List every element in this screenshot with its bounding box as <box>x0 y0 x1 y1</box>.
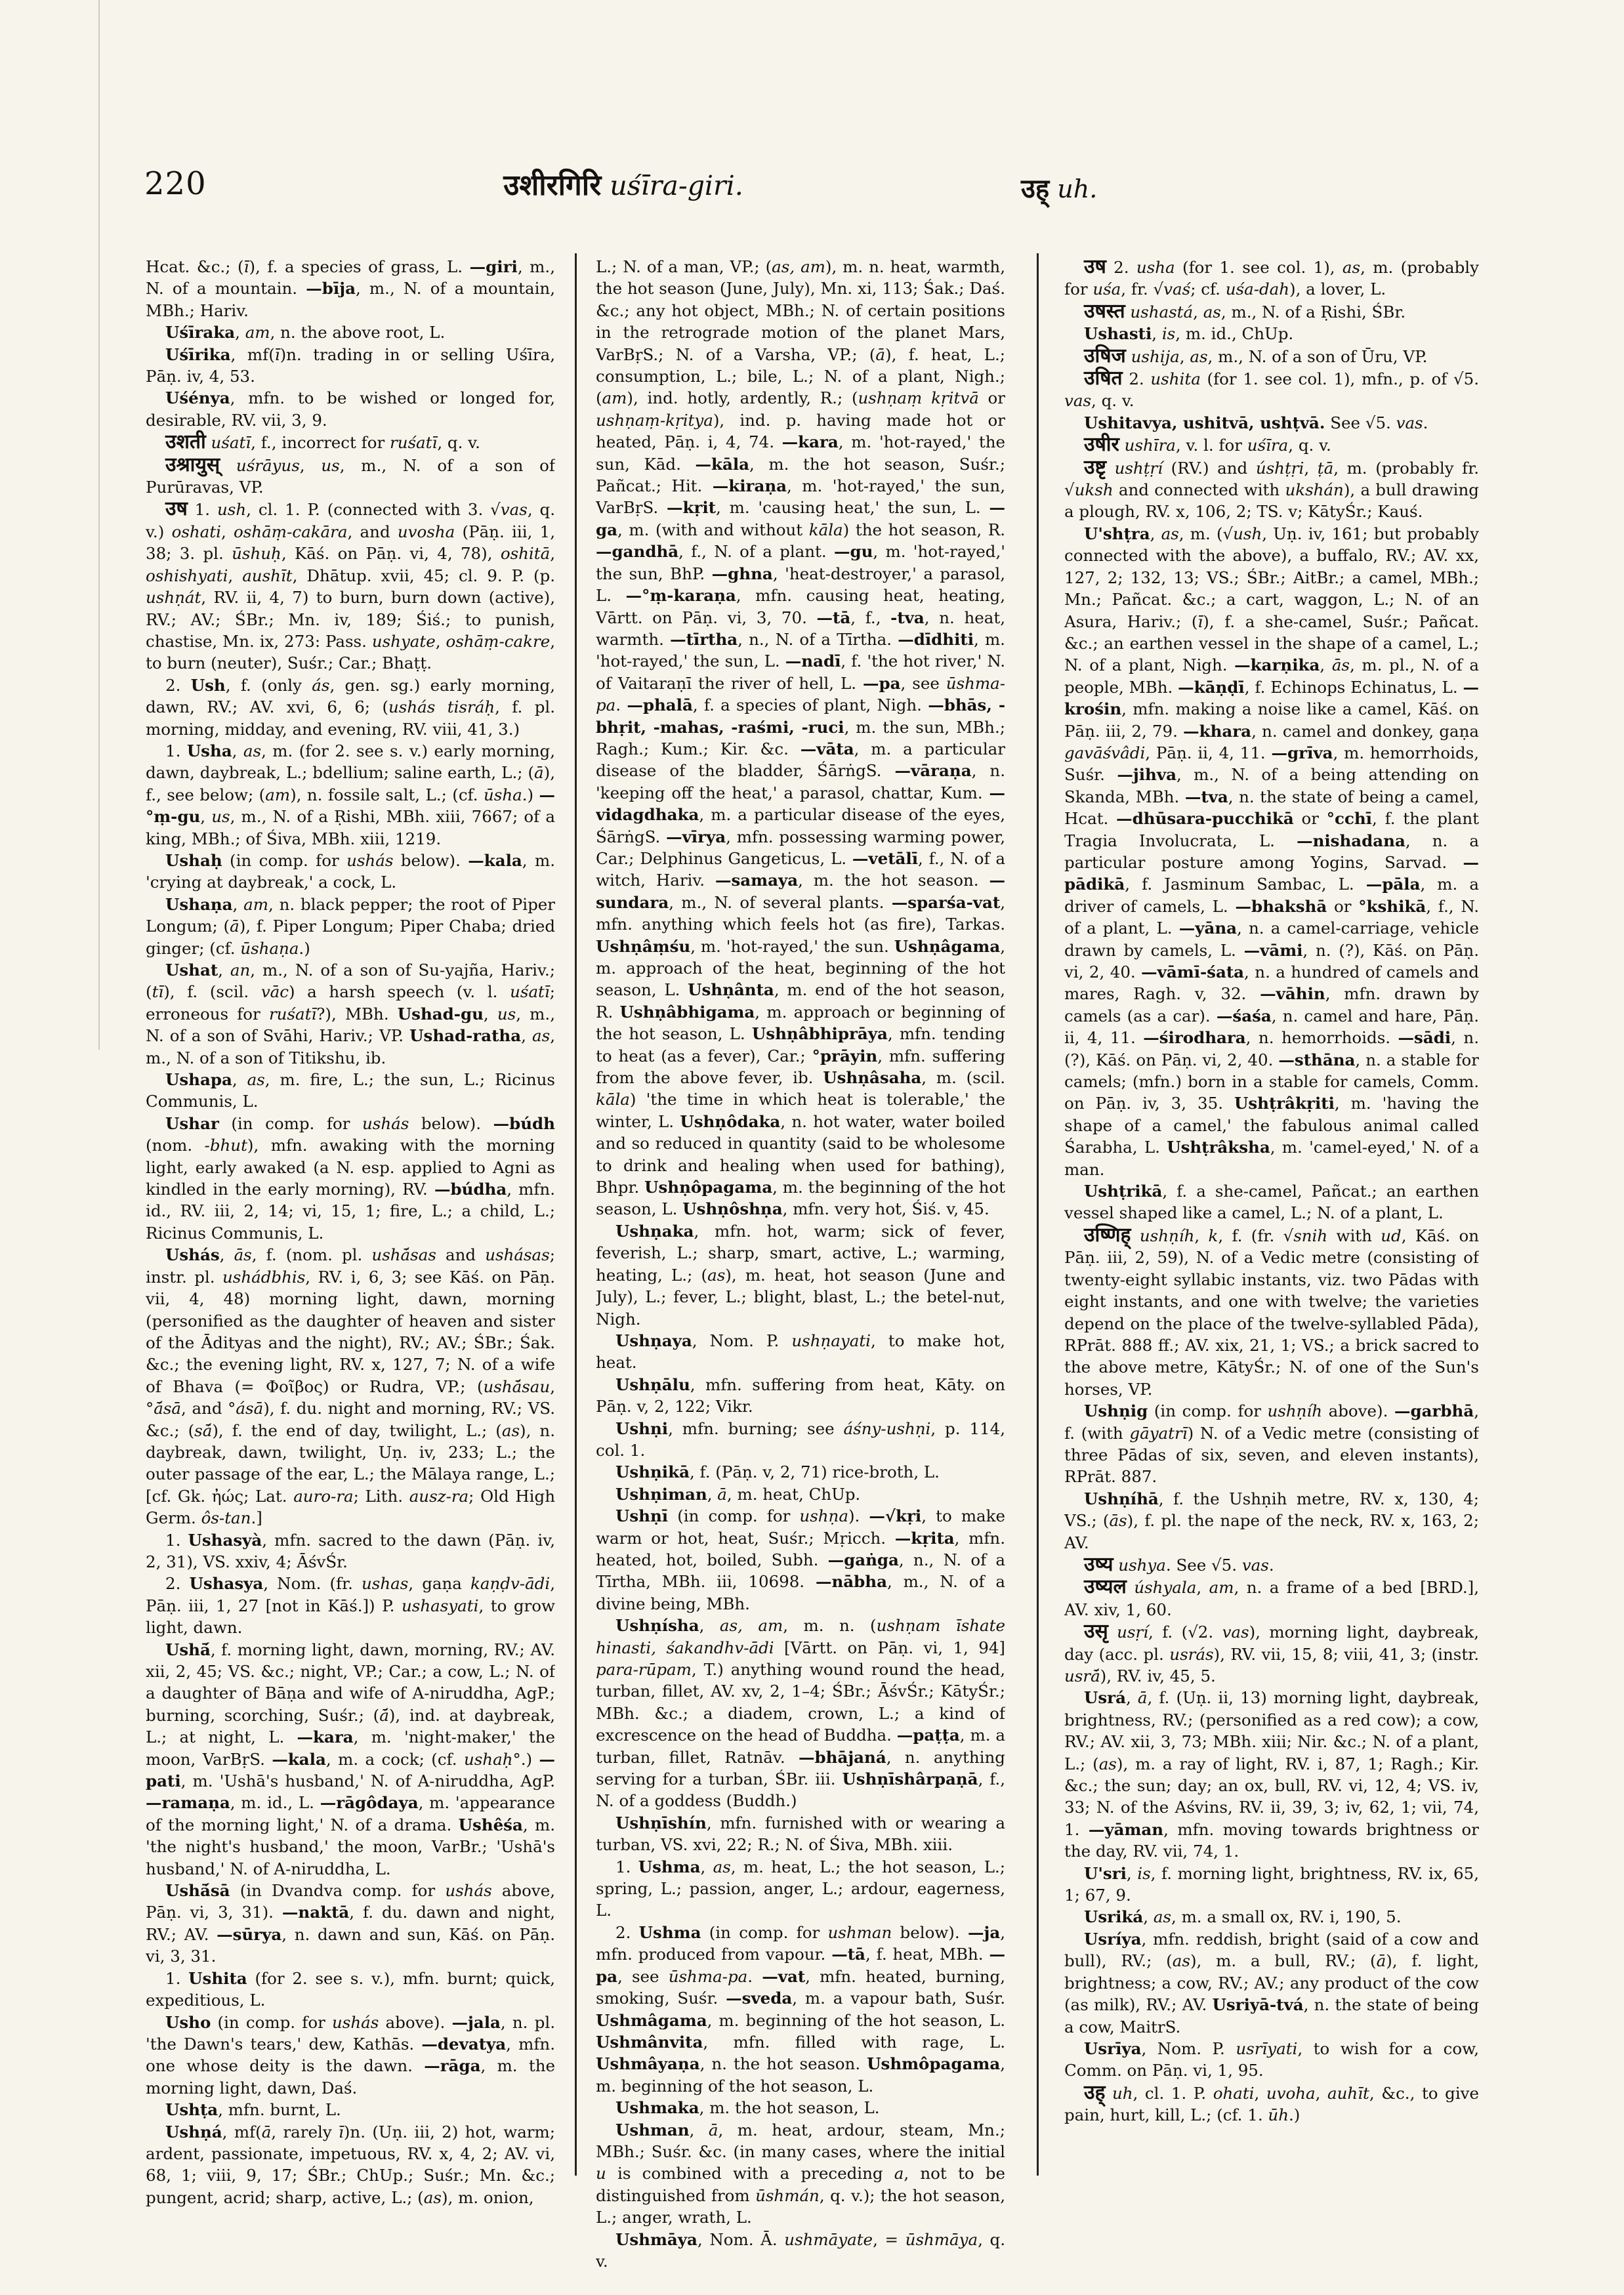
dictionary-entry: Ushṇikā, f. (Pāṇ. v, 2, 71) rice-broth, L. <box>615 1462 940 1482</box>
devanagari-headword: उषीर <box>1084 433 1119 457</box>
dictionary-entry: Ushṇiman, ā, m. heat, ChUp. <box>615 1484 861 1504</box>
dictionary-entry: उषिज ushija, as, m., N. of a son of Ūru, VP. <box>1084 344 1428 367</box>
dictionary-entry: Ushar (in comp. for ushás below). —búdh (nom. -bhut), mfn. awaking with the morning light, early awaked (a N. esp. applied to Agni as kindled in the early morning), RV. —búdha, mfn. id., RV. iii, 2, 14; vi, 15, 1; fire, L.; a child, L.; Ricinus Communis, L. <box>146 1113 555 1243</box>
dictionary-entry: Ushā́sā (in Dvandva comp. for ushás above, Pāṇ. vi, 3, 31). —naktā, f. du. dawn and night, RV.; AV. —sūrya, n. dawn and sun, Kāś. on Pāṇ. vi, 3, 31. <box>146 1881 555 1966</box>
devanagari-headword: उह् <box>1084 2080 1106 2104</box>
dictionary-entry: 1. Ushita (for 2. see s. v.), mfn. burnt; quick, expeditious, L. <box>146 1968 555 2010</box>
dictionary-entry: Ushṇaya, Nom. P. ushṇayati, to make hot, heat. <box>596 1331 1005 1373</box>
dictionary-entry: L.; N. of a man, VP.; (as, am), m. n. heat, warmth, the hot season (June, July), Mn. xi, 113; Śak.; Daś. &c.; any hot object, MBh.; N. of certain positions in the retrograde motion of the planet Mars, VarBṛS.; N. of a Varsha, VP.; (ā), f. heat, L.; consumption, L.; bile, L.; N. of a plant, Nigh.; (am), ind. hotly, ardently, R.; (ushṇaṃ kṛitvā or ushṇaṃ-kṛitya), ind. p. having made hot or heated, Pāṇ. i, 4, 74. —kara, m. 'hot-rayed,' the sun, Kād. —kāla, m. the hot season, Suśr.; Pañcat.; Hit. —kiraṇa, m. 'hot-rayed,' the sun, VarBṛS. —kṛit, m. 'causing heat,' the sun, L. —ga, m. (with and without kāla) the hot season, R. —gandhā, f., N. of a plant. —gu, m. 'hot-rayed,' the sun, BhP. —ghna, 'heat-destroyer,' a parasol, L. —°ṃ-karaṇa, mfn. causing heat, heating, Vārtt. on Pāṇ. vi, 3, 70. —tā, f., -tva, n. heat, warmth. —tīrtha, n., N. of a Tīrtha. —dīdhiti, m. 'hot-rayed,' the sun, L. —nadī, f. 'the hot river,' N. of Vaitaraṇī the river of hell, L. —pa, see ūshma-pa. —phalā, f. a species of plant, Nigh. —bhās, -bhṛit, -mahas, -raśmi, -ruci, m. the sun, MBh.; Ragh.; Kum.; Kir. &c. —vāta, m. a particular disease of the bladder, ŚārṅgS. —vāraṇa, n. 'keeping off the heat,' a parasol, chattar, Kum. —vidagdhaka, m. a particular disease of the eyes, ŚārṅgS. —vīrya, mfn. possessing warming power, Car.; Delphinus Gangeticus, L. —vetālī, f., N. of a witch, Hariv. —samaya, m. the hot season. —sundara, m., N. of several plants. —sparśa-vat, mfn. anything which feels hot (as fire), Tarkas. Ushṇâṃśu, m. 'hot-rayed,' the sun. Ushṇâgama, m. approach of the heat, beginning of the hot season, L. Ushṇânta, m. end of the hot season, R. Ushṇâbhigama, m. approach or beginning of the hot season, L. Ushṇâbhiprāya, mfn. tending to heat (as a fever), Car.; °prāyin, mfn. suffering from the above fever, ib. Ushṇâsaha, m. (scil. kāla) 'the time in which heat is tolerable,' the winter, L. Ushṇôdaka, n. hot water, water boiled and so reduced in quantity (said to be wholesome to drink and healing when used for bathing), Bhpr. Ushṇôpagama, m. the beginning of the hot season, L. Ushṇôshṇa, mfn. very hot, Śiś. v, 45. <box>596 257 1005 1219</box>
dictionary-entry: 2. Ush, f. (only ás, gen. sg.) early morning, dawn, RV.; AV. xvi, 6, 6; (ushás tisráḥ, f. pl. morning, midday, and evening, RV. viii, 41, 3.) <box>146 675 555 739</box>
dictionary-entry: 1. Ushma, as, m. heat, L.; the hot season, L.; spring, L.; passion, anger, L.; ardour, eagerness, L. <box>596 1857 1005 1920</box>
running-head-first-word <box>367 164 879 203</box>
dictionary-entry: Ushṇālu, mfn. suffering from heat, Kāty. on Pāṇ. v, 2, 122; Vikr. <box>596 1375 1005 1416</box>
dictionary-entry: 2. Ushma (in comp. for ushman below). —ja, mfn. produced from vapour. —tā, f. heat, MBh. —pa, see ūshma-pa. —vat, mfn. heated, burning, smoking, Suśr. —sveda, m. a vapour bath, Suśr. Ushmâgama, m. beginning of the hot season, L. Ushmânvita, mfn. filled with rage, L. Ushmâyaṇa, n. the hot season. Ushmôpagama, m. beginning of the hot season, L. <box>596 1922 1005 2096</box>
devanagari-headword: उष्यल <box>1084 1575 1127 1599</box>
dictionary-entry: Ushṇísha, as, am, m. n. (ushṇam īshate hinasti, śakandhv-ādi [Vārtt. on Pāṇ. vi, 1, 94] para-rūpam, T.) anything wound round the head, turban, fillet, AV. xv, 2, 1–4; ŚBr.; ĀśvŚr.; KātyŚr.; MBh. &c.; a diadem, crown, L.; a kind of excrescence on the head of Buddha. —paṭṭa, m. a turban, fillet, Ratnāv. —bhājaná, n. anything serving for a turban, ŚBr. iii. Ushṇīshârpaṇā, f., N. of a goddess (Buddh.) <box>596 1616 1005 1811</box>
dictionary-entry: Ushasti, is, m. id., ChUp. <box>1084 324 1294 344</box>
dictionary-entry: Ushṇig (in comp. for ushṇíh above). —garbhā, f. (with gāyatrī) N. of a Vedic metre (consisting of three Pādas of six, seven, and eleven instants), RPrāt. 887. <box>1064 1401 1479 1487</box>
dictionary-entry: Ushṇīshín, mfn. furnished with or wearing a turban, VS. xvi, 22; R.; N. of Śiva, MBh. xiii. <box>596 1813 1005 1855</box>
dictionary-entry: उष्यल úshyala, am, n. a frame of a bed [BRD.], AV. xiv, 1, 60. <box>1064 1575 1479 1619</box>
text-column-1 <box>146 256 555 2270</box>
dictionary-entry: Ushitavya, ushitvā, ushṭvā. See √5. vas. <box>1084 413 1428 432</box>
page-number: 220 <box>144 165 207 202</box>
dictionary-entry: Uśīraka, am, n. the above root, L. <box>165 323 446 342</box>
dictionary-entry: Ushaḥ (in comp. for ushás below). —kala, m. 'crying at daybreak,' a cock, L. <box>146 850 555 892</box>
dictionary-entry: Hcat. &c.; (ī), f. a species of grass, L. —giri, m., N. of a mountain. —bīja, m., N. of a mountain, MBh.; Hariv. <box>146 257 555 320</box>
dictionary-entry: Ushaṇa, am, n. black pepper; the root of Piper Longum; (ā), f. Piper Longum; Piper Chaba; dried ginger; (cf. ūshaṇa.) <box>146 894 555 958</box>
devanagari-headword: उष्य <box>1084 1552 1114 1576</box>
devanagari-headword: उष <box>165 497 188 521</box>
devanagari-headword: उश्रायुस् <box>165 453 220 476</box>
dictionary-entry: Ushṇaka, mfn. hot, warm; sick of fever, feverish, L.; sharp, smart, active, L.; warming, heating, L.; (as), m. heat, hot season (June and July), L.; fever, L.; blight, blast, L.; the betel-nut, Nigh. <box>596 1221 1005 1329</box>
dictionary-entry: Uśénya, mfn. to be wished or longed for, desirable, RV. vii, 3, 9. <box>146 388 555 430</box>
dictionary-entry: U'shṭra, as, m. (√ush, Uṇ. iv, 161; but probably connected with the above), a buffalo, RV.; AV. xx, 127, 2; 132, 13; VS.; ŚBr.; AitBr.; a camel, MBh.; Mn.; Pañcat. &c.; a cart, waggon, L.; N. of an Asura, Hariv.; (ī), f. a she-camel, Suśr.; Pañcat. &c.; an earthen vessel in the shape of a camel, L.; N. of a plant, Nigh. —karṇika, ās, m. pl., N. of a people, MBh. —kāṇḍī, f. Echinops Echinatus, L. —krośin, mfn. making a noise like a camel, Kāś. on Pāṇ. iii, 2, 79. —khara, n. camel and donkey, gaṇa gavāśvâdi, Pāṇ. ii, 4, 11. —grīva, m. hemorrhoids, Suśr. —jihva, m., N. of a being attending on Skanda, MBh. —tva, n. the state of being a camel, Hcat. —dhūsara-pucchikā or °cchī, f. the plant Tragia Involucrata, L. —nishadana, n. a particular posture among Yogins, Sarvad. —pādikā, f. Jasminum Sambac, L. —pāla, m. a driver of camels, L. —bhakshā or °kshikā, f., N. of a plant, L. —yāna, n. a camel-carriage, vehicle drawn by camels, L. —vāmi, n. (?), Kāś. on Pāṇ. vi, 2, 40. —vāmī-śata, n. a hundred of camels and mares, Ragh. v, 32. —vāhin, mfn. drawn by camels (as a car). —śaśa, n. camel and hare, Pāṇ. ii, 4, 11. —śirodhara, n. hemorrhoids. —sādi, n. (?), Kāś. on Pāṇ. vi, 2, 40. —sthāna, n. a stable for camels; (mfn.) born in a stable for camels, Comm. on Pāṇ. iv, 3, 35. Ushṭrâkṛiti, m. 'having the shape of a camel,' the fabulous animal called Śarabha, L. Ushṭrâksha, m. 'camel-eyed,' N. of a man. <box>1064 524 1479 1179</box>
dictionary-entry: Ushṭa, mfn. burnt, L. <box>165 2100 341 2120</box>
devanagari-headword: उष <box>1084 256 1106 278</box>
devanagari-headword: उष्टृ <box>1084 455 1106 479</box>
dictionary-entry: Ushṇi, mfn. burning; see áśny-ushṇi, p. 114, col. 1. <box>596 1418 1005 1460</box>
dictionary-entry: उष्य ushya. See √5. vas. <box>1084 1552 1274 1576</box>
text-column-3 <box>1064 256 1479 2270</box>
dictionary-entry: Ushás, ās, f. (nom. pl. ushā́sas and ushásas; instr. pl. ushádbhis, RV. i, 6, 3; see Kāś. on Pāṇ. vii, 4, 48) morning light, dawn, morning (personified as the daughter of heaven and sister of the Ādityas and the night), RV.; AV.; ŚBr.; Śak. &c.; the evening light, RV. x, 127, 7; N. of a wife of Bhava (= Φοῖβος) or Rudra, VP.; (ushā́sau, °ā́sā, and °ásā), f. du. night and morning, RV.; VS. &c.; (sā́), f. the end of day, twilight, L.; (as), n. daybreak, dawn, twilight, Uṇ. iv, 233; L.; the outer passage of the ear, L.; the Mālaya range, L.; [cf. Gk. ἠώς; Lat. auro-ra; Lith. ausz-ra; Old High Germ. ôs-tan.] <box>146 1245 555 1528</box>
dictionary-entry: उष्णिह् ushṇíh, k, f. (fr. √snih with ud, Kāś. on Pāṇ. iii, 2, 59), N. of a Vedic metre (consisting of twenty-eight syllabic instants, viz. two Pādas with eight instants, and one with twelve; the varieties depend on the place of the twelve-syllabled Pāda), RPrāt. 888 ff.; AV. xix, 21, 1; VS.; a brick sacred to the above metre, KātyŚr.; N. of one of the Sun's horses, VP. <box>1064 1223 1479 1399</box>
headword-transliteration: uśīra-giri. <box>610 170 743 201</box>
devanagari-headword: उशती <box>165 430 206 454</box>
dictionary-entry: 2. Ushasya, Nom. (fr. ushas, gaṇa kaṇḍv-ādi, Pāṇ. iii, 1, 27 [not in Kāś.]) P. ushasyati, to grow light, dawn. <box>146 1574 555 1638</box>
dictionary-entry: U'sri, is, f. morning light, brightness, RV. ix, 65, 1; 67, 9. <box>1064 1863 1479 1905</box>
dictionary-entry: Usho (in comp. for ushás above). —jala, n. pl. 'the Dawn's tears,' dew, Kathās. —devatya, mfn. one whose deity is the dawn. —rāga, m. the morning light, dawn, Daś. <box>146 2012 555 2098</box>
dictionary-entry: 1. Usha, as, m. (for 2. see s. v.) early morning, dawn, daybreak, L.; bdellium; saline earth, L.; (ā), f., see below; (am), n. fossile salt, L.; (cf. ūsha.) —°ṃ-gu, us, m., N. of a Ṛishi, MBh. xiii, 7667; of a king, MBh.; of Śiva, MBh. xiii, 1219. <box>146 741 555 848</box>
scan-edge-artifact <box>98 0 100 1050</box>
dictionary-entry: Ushṇá, mf(ā, rarely ī)n. (Uṇ. iii, 2) hot, warm; ardent, passionate, impetuous, RV. x, 4, 2; AV. vi, 68, 1; viii, 9, 17; ŚBr.; ChUp.; Suśr.; Mn. &c.; pungent, acrid; sharp, active, L.; (as), m. onion, <box>146 2122 555 2207</box>
dictionary-entry: उसृ usṛí, f. (√2. vas), morning light, daybreak, day (acc. pl. usrás), RV. vii, 15, 8; viii, 41, 3; (instr. usrā́), RV. iv, 45, 5. <box>1064 1620 1479 1685</box>
dictionary-entry: उशती uśatī, f., incorrect for ruśatī, q. v. <box>165 430 480 454</box>
devanagari-headword: उषस्त <box>1084 299 1125 323</box>
dictionary-entry: उह् uh, cl. 1. P. ohati, uvoha, auhīt, &c., to give pain, hurt, kill, L.; (cf. 1. ūh.) <box>1064 2080 1479 2125</box>
devanagari-headword: उशीरगिरि <box>503 169 602 202</box>
dictionary-entry: Usrá, ā, f. (Uṇ. ii, 13) morning light, daybreak, brightness, RV.; (personified as a red cow); a cow, RV.; AV. xii, 3, 73; MBh. xiii; Nir. &c.; N. of a plant, L.; (as), m. a ray of light, RV. i, 87, 1; Ragh.; Kir. &c.; the sun; day; an ox, bull, RV. vi, 12, 4; VS. iv, 33; N. of the Aśvins, RV. ii, 39, 3; iv, 62, 1; vii, 74, 1. —yāman, mfn. moving towards brightness or the day, RV. vii, 74, 1. <box>1064 1688 1479 1861</box>
dictionary-entry: Ushṇī (in comp. for ushṇa). —√kṛi, to make warm or hot, heat, Suśr.; Mṛicch. —kṛita, mfn. heated, hot, boiled, Subh. —gaṅga, n., N. of a Tīrtha, MBh. iii, 10698. —nābha, m., N. of a divine being, MBh. <box>596 1506 1005 1613</box>
dictionary-entry: Uśīrika, mf(ī)n. trading in or selling Uśīra, Pāṇ. iv, 4, 53. <box>146 344 555 386</box>
dictionary-entry: Usrīya, Nom. P. usrīyati, to wish for a cow, Comm. on Pāṇ. vi, 1, 95. <box>1064 2038 1479 2080</box>
dictionary-entry: उषीर ushīra, v. l. for uśīra, q. v. <box>1084 433 1331 457</box>
dictionary-entry: Ushā́, f. morning light, dawn, morning, RV.; AV. xii, 2, 45; VS. &c.; night, VP.; Car.; a cow, L.; N. of a daughter of Bāṇa and wife of A-niruddha, AgP.; burning, scorching, Suśr.; (ā́), ind. at daybreak, L.; at night, L. —kara, m. 'night-maker,' the moon, VarBṛS. —kala, m. a cock; (cf. ushaḥ°.) —pati, m. 'Ushā's husband,' N. of A-niruddha, AgP. —ramaṇa, m. id., L. —rāgôdaya, m. 'appearance of the morning light,' N. of a drama. Ushêśa, m. 'the night's husband,' the moon, VarBr.; 'Ushā's husband,' N. of A-niruddha, L. <box>146 1640 555 1878</box>
dictionary-entry: 1. Ushasyà, mfn. sacred to the dawn (Pāṇ. iv, 2, 31), VS. xxiv, 4; ĀśvŚr. <box>146 1530 555 1571</box>
dictionary-entry: Ushapa, as, m. fire, L.; the sun, L.; Ricinus Communis, L. <box>146 1070 555 1111</box>
dictionary-entry: Ushmaka, m. the hot season, L. <box>615 2098 880 2118</box>
devanagari-headword: उह् <box>1021 174 1050 204</box>
dictionary-entry: उश्रायुस् uśrāyus, us, m., N. of a son of Purūravas, VP. <box>146 453 555 497</box>
dictionary-entry: उषस्त ushastá, as, m., N. of a Ṛishi, ŚBr. <box>1084 299 1406 323</box>
devanagari-headword: उसृ <box>1084 1620 1108 1644</box>
text-column-2 <box>596 256 1005 2270</box>
dictionary-entry: Usríya, mfn. reddish, bright (said of a cow and bull), RV.; (as), m. a bull, RV.; (ā), f. light, brightness; a cow, RV.; AV.; any product of the cow (as milk), RV.; AV. Usriyā-tvá, n. the state of being a cow, MaitrS. <box>1064 1929 1479 2037</box>
devanagari-headword: उषिज <box>1084 344 1126 367</box>
dictionary-entry: Ushat, an, m., N. of a son of Su-yajña, Hariv.; (tī), f. (scil. vāc) a harsh speech (v. l. uśatī; erroneous for ruśatī?), MBh. Ushad-gu, us, m., N. of a son of Svāhi, Hariv.; VP. Ushad-ratha, as, m., N. of a son of Titikshu, ib. <box>146 961 555 1067</box>
devanagari-headword: उष्णिह् <box>1084 1223 1131 1247</box>
dictionary-entry: Usriká, as, m. a small ox, RV. i, 190, 5. <box>1084 1907 1402 1927</box>
column-divider-rule <box>575 253 577 2176</box>
column-divider-rule <box>1037 253 1039 2176</box>
dictionary-entry: उष्टृ ushṭṛí (RV.) and úshṭṛi, ṭā, m. (probably fr. √uksh and connected with ukshán), a bull drawing a plough, RV. x, 106, 2; TS. v; KātyŚr.; Kauś. <box>1064 455 1479 522</box>
running-head-last-word <box>1021 169 1097 205</box>
dictionary-entry: उष 1. ush, cl. 1. P. (connected with 3. √vas, q. v.) oshati, oshāṃ-cakāra, and uvosha (Pāṇ. iii, 1, 38; 3. pl. ūshuḥ, Kāś. on Pāṇ. vi, 4, 78), oshitā, oshishyati, aushīt, Dhātup. xvii, 45; cl. 9. P. (p. ushṇát, RV. ii, 4, 7) to burn, burn down (active), RV.; AV.; ŚBr.; Mn. iv, 189; Śiś.; to punish, chastise, Mn. ix, 273: Pass. ushyate, oshāṃ-cakre, to burn (neuter), Suśr.; Car.; Bhaṭṭ. <box>146 497 555 673</box>
headword-transliteration: uh. <box>1057 175 1098 203</box>
dictionary-entry: Ushmāya, Nom. Ā. ushmāyate, = ūshmāya, q. v. <box>596 2229 1005 2270</box>
dictionary-entry: उषित 2. ushita (for 1. see col. 1), mfn., p. of √5. vas, q. v. <box>1064 367 1479 411</box>
dictionary-entry: Ushṭrikā, f. a she-camel, Pañcat.; an earthen vessel shaped like a camel, L.; N. of a plant, L. <box>1064 1182 1479 1223</box>
dictionary-entry: उष 2. usha (for 1. see col. 1), as, m. (probably for uśa, fr. √vaś; cf. uśa-dah), a lover, L. <box>1064 256 1479 299</box>
dictionary-entry: Ushman, ā, m. heat, ardour, steam, Mn.; MBh.; Suśr. &c. (in many cases, where the initial u is combined with a preceding a, not to be distinguished from ūshmán, q. v.); the hot season, L.; anger, wrath, L. <box>596 2120 1005 2227</box>
dictionary-entry: Ushṇíhā, f. the Ushṇih metre, RV. x, 130, 4; VS.; (ās), f. pl. the nape of the neck, RV. x, 163, 2; AV. <box>1064 1489 1479 1552</box>
devanagari-headword: उषित <box>1084 367 1123 390</box>
